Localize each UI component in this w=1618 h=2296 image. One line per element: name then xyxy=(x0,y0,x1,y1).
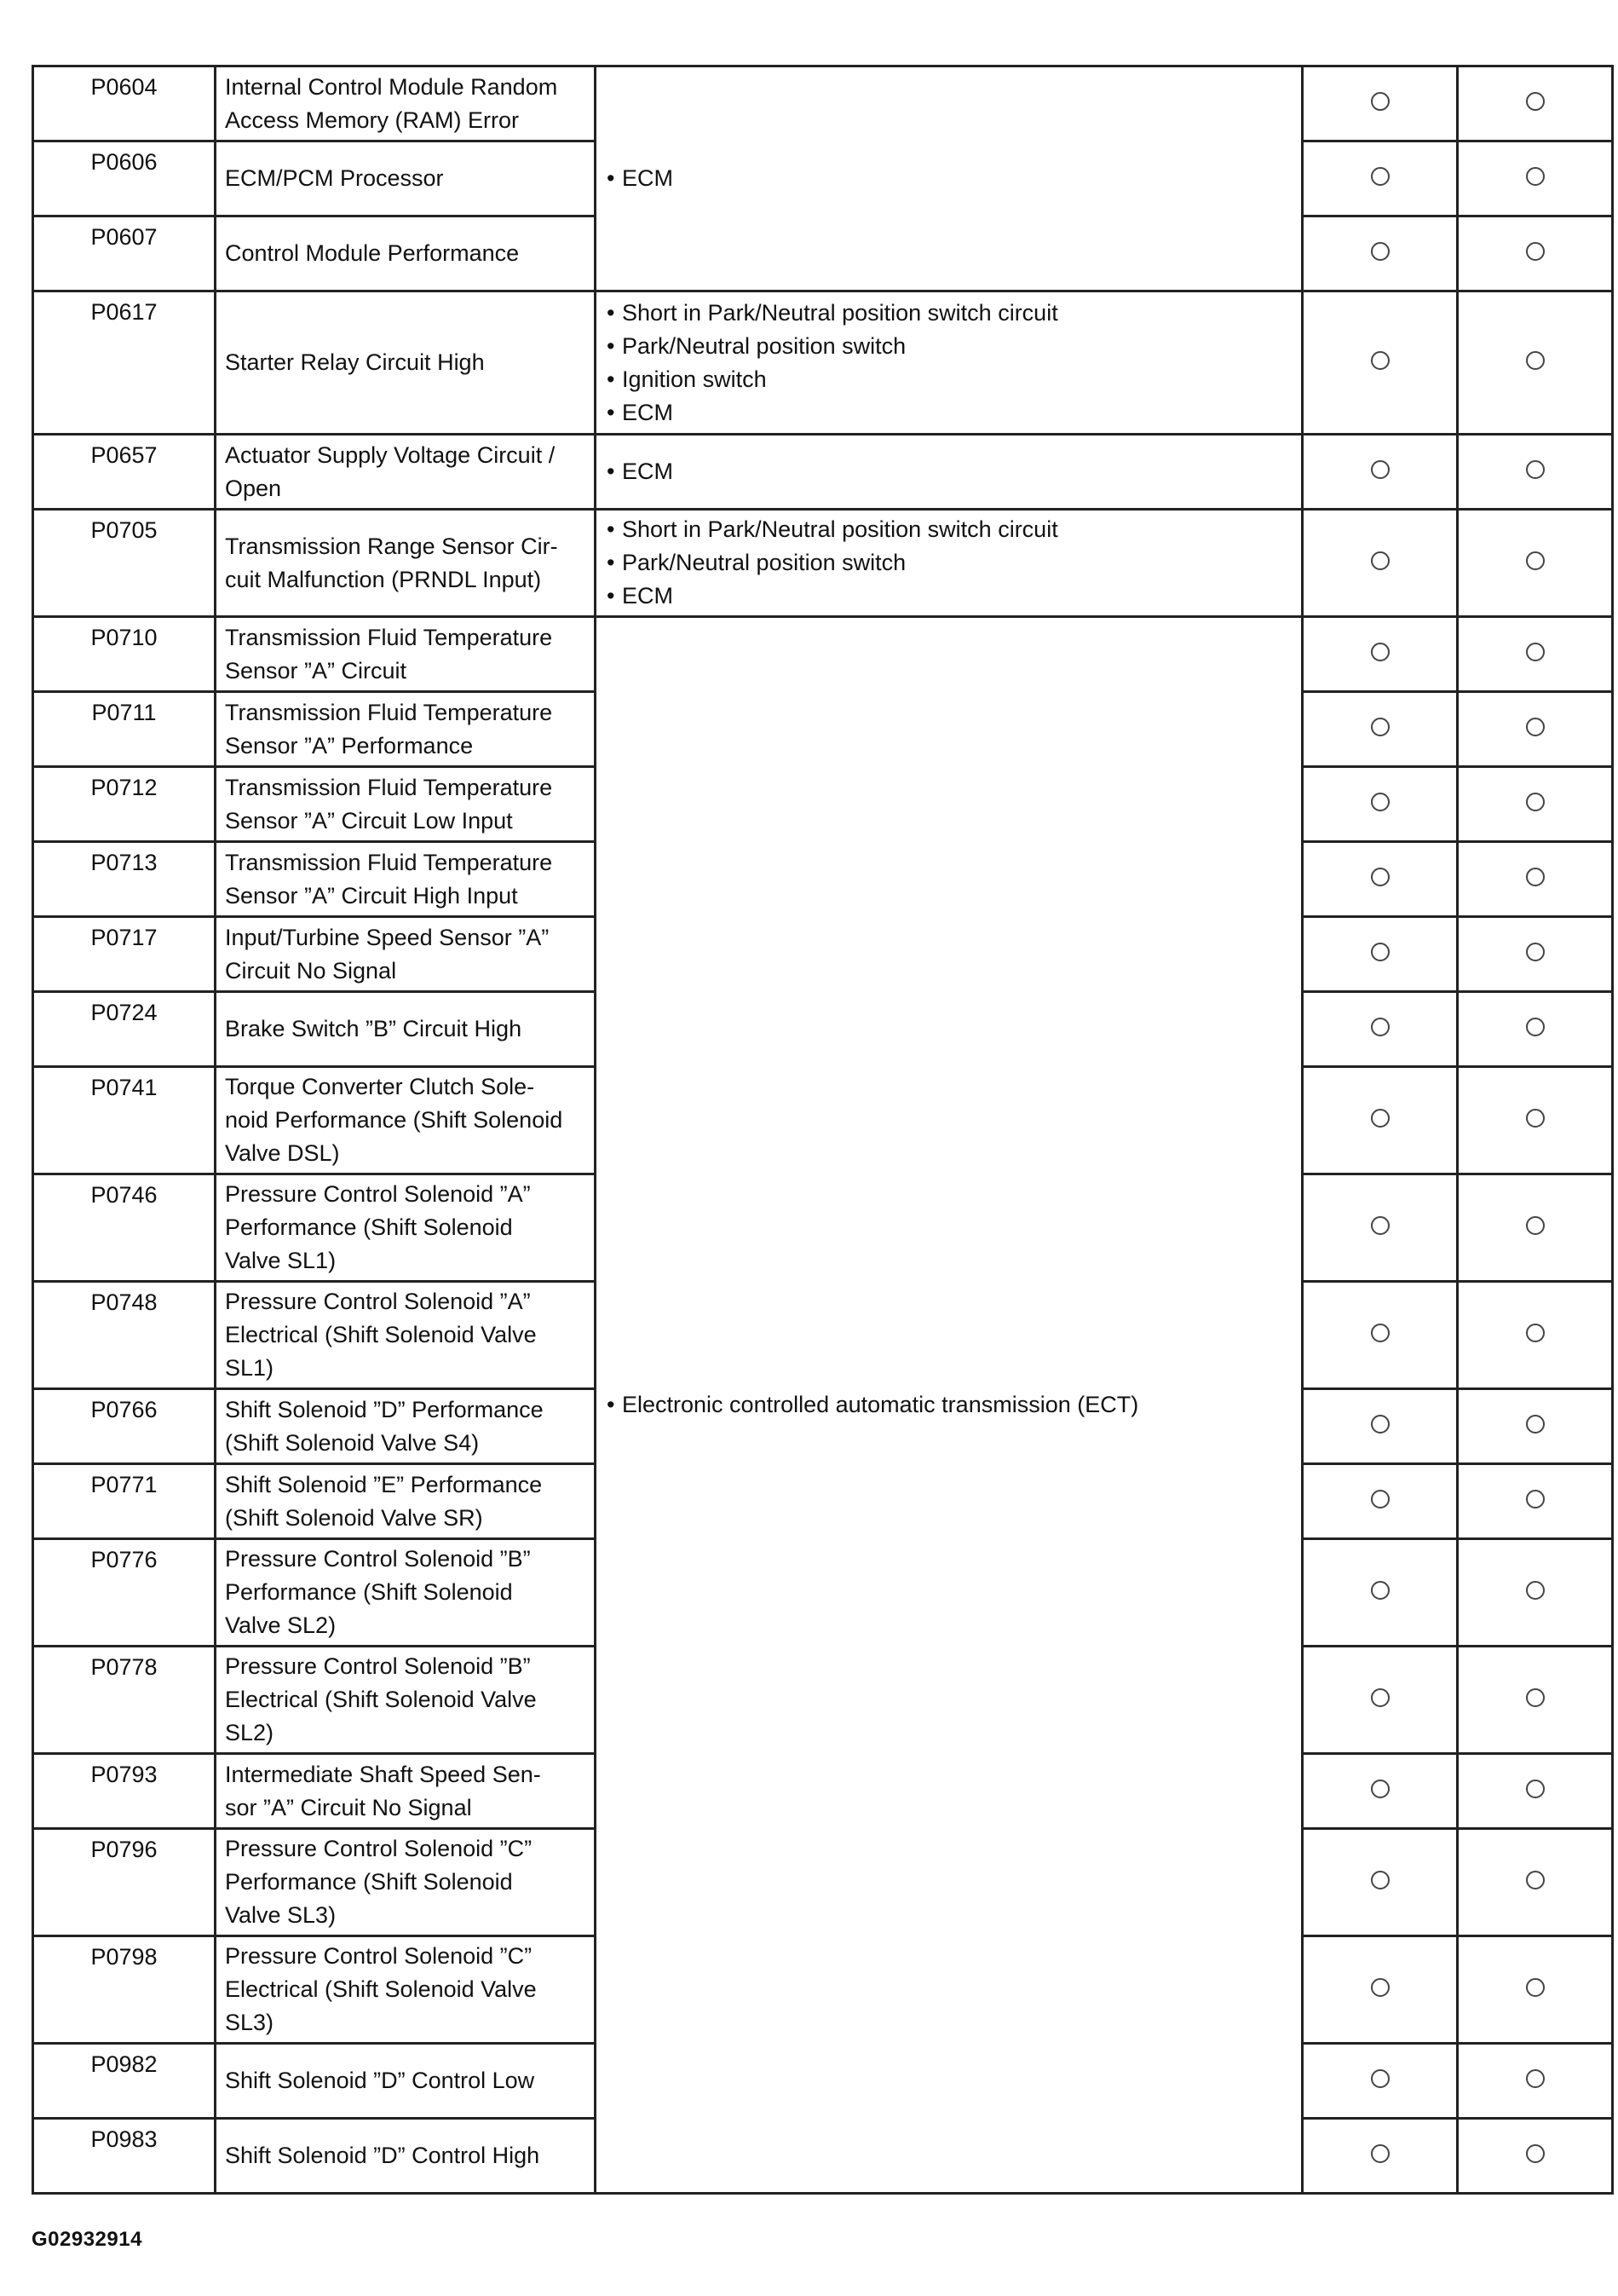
dtc-code: P0710 xyxy=(33,617,216,692)
memory-column-cell xyxy=(1458,1829,1613,1936)
detection-item-text: Pressure Control Solenoid ”A” Electrical (Shift Solenoid Valve SL1) xyxy=(225,1289,537,1381)
detection-item-text: Pressure Control Solenoid ”C” Electrical (Shift Solenoid Valve SL3) xyxy=(225,1943,537,2035)
circle-mark-icon xyxy=(1526,1688,1545,1707)
detection-item xyxy=(216,842,596,917)
memory-column-cell xyxy=(1458,692,1613,767)
circle-mark-icon xyxy=(1371,718,1390,736)
memory-column-cell xyxy=(1458,1067,1613,1174)
circle-mark-icon xyxy=(1526,2069,1545,2088)
table-row xyxy=(33,617,1613,692)
circle-mark-icon xyxy=(1526,943,1545,961)
circle-mark-icon xyxy=(1371,551,1390,570)
circle-mark-icon xyxy=(1526,351,1545,370)
detection-item-text: Shift Solenoid ”E” Performance (Shift Solenoid Valve SR) xyxy=(225,1471,543,1531)
figure-id: G02932914 xyxy=(32,2228,142,2251)
mil-column-cell xyxy=(1303,692,1458,767)
trouble-area-list xyxy=(607,162,1293,195)
detection-item xyxy=(216,2119,596,2194)
circle-mark-icon xyxy=(1371,943,1390,961)
circle-mark-icon xyxy=(1371,1978,1390,1997)
trouble-area-list xyxy=(607,513,1293,613)
circle-mark-icon xyxy=(1526,868,1545,886)
detection-item xyxy=(216,1936,596,2044)
trouble-area-item: • Park/Neutral position switch xyxy=(607,546,1293,580)
memory-column-cell xyxy=(1458,617,1613,692)
circle-mark-icon xyxy=(1371,2069,1390,2088)
circle-mark-icon xyxy=(1526,793,1545,811)
detection-item-text: Intermediate Shaft Speed Sen- sor ”A” Circuit No Signal xyxy=(225,1761,541,1820)
detection-item-text: ECM/PCM Processor xyxy=(225,165,444,191)
detection-item xyxy=(216,216,596,291)
dtc-code: P0746 xyxy=(33,1174,216,1282)
circle-mark-icon xyxy=(1371,1490,1390,1509)
mil-column-cell xyxy=(1303,1936,1458,2044)
circle-mark-icon xyxy=(1371,793,1390,811)
dtc-code: P0748 xyxy=(33,1282,216,1389)
trouble-area xyxy=(596,617,1303,2194)
circle-mark-icon xyxy=(1371,242,1390,261)
memory-column-cell xyxy=(1458,1539,1613,1647)
memory-column-cell xyxy=(1458,2044,1613,2119)
mil-column-cell xyxy=(1303,141,1458,216)
memory-column-cell xyxy=(1458,291,1613,435)
circle-mark-icon xyxy=(1526,242,1545,261)
detection-item-text: Input/Turbine Speed Sensor ”A” Circuit No Signal xyxy=(225,924,550,984)
circle-mark-icon xyxy=(1371,2144,1390,2163)
trouble-area-item: • Electronic controlled automatic transmission (ECT) xyxy=(607,1388,1293,1422)
mil-column-cell xyxy=(1303,2119,1458,2194)
detection-item xyxy=(216,917,596,992)
mil-column-cell xyxy=(1303,1829,1458,1936)
trouble-area-list xyxy=(607,297,1293,430)
circle-mark-icon xyxy=(1526,643,1545,661)
mil-column-cell xyxy=(1303,1647,1458,1754)
mil-column-cell xyxy=(1303,291,1458,435)
dtc-code: P0798 xyxy=(33,1936,216,2044)
detection-item-text: Pressure Control Solenoid ”B” Performance (Shift Solenoid Valve SL2) xyxy=(225,1546,531,1638)
table-row xyxy=(33,510,1613,617)
dtc-code: P0617 xyxy=(33,291,216,435)
circle-mark-icon xyxy=(1371,1871,1390,1889)
memory-column-cell xyxy=(1458,66,1613,141)
mil-column-cell xyxy=(1303,1539,1458,1647)
circle-mark-icon xyxy=(1371,1018,1390,1036)
dtc-code: P0778 xyxy=(33,1647,216,1754)
mil-column-cell xyxy=(1303,767,1458,842)
dtc-code: P0793 xyxy=(33,1754,216,1829)
mil-column-cell xyxy=(1303,842,1458,917)
memory-column-cell xyxy=(1458,1282,1613,1389)
circle-mark-icon xyxy=(1526,92,1545,111)
circle-mark-icon xyxy=(1526,1871,1545,1889)
memory-column-cell xyxy=(1458,2119,1613,2194)
circle-mark-icon xyxy=(1371,1581,1390,1600)
memory-column-cell xyxy=(1458,1936,1613,2044)
circle-mark-icon xyxy=(1526,1018,1545,1036)
circle-mark-icon xyxy=(1526,1216,1545,1235)
memory-column-cell xyxy=(1458,1174,1613,1282)
mil-column-cell xyxy=(1303,2044,1458,2119)
detection-item xyxy=(216,66,596,141)
dtc-code: P0796 xyxy=(33,1829,216,1936)
dtc-code: P0604 xyxy=(33,66,216,141)
memory-column-cell xyxy=(1458,917,1613,992)
circle-mark-icon xyxy=(1526,2144,1545,2163)
circle-mark-icon xyxy=(1371,1688,1390,1707)
mil-column-cell xyxy=(1303,510,1458,617)
detection-item-text: Transmission Fluid Temperature Sensor ”A” Circuit High Input xyxy=(225,849,553,909)
circle-mark-icon xyxy=(1371,1216,1390,1235)
dtc-code: P0607 xyxy=(33,216,216,291)
trouble-area-item: • Park/Neutral position switch xyxy=(607,330,1293,363)
detection-item-text: Transmission Fluid Temperature Sensor ”A” Performance xyxy=(225,699,553,759)
trouble-area-item: • Short in Park/Neutral position switch circuit xyxy=(607,513,1293,546)
circle-mark-icon xyxy=(1526,1978,1545,1997)
detection-item-text: Transmission Fluid Temperature Sensor ”A” Circuit xyxy=(225,624,553,684)
detection-item xyxy=(216,1389,596,1464)
memory-column-cell xyxy=(1458,842,1613,917)
dtc-code: P0766 xyxy=(33,1389,216,1464)
mil-column-cell xyxy=(1303,617,1458,692)
detection-item-text: Pressure Control Solenoid ”C” Performance (Shift Solenoid Valve SL3) xyxy=(225,1836,533,1928)
memory-column-cell xyxy=(1458,1464,1613,1539)
mil-column-cell xyxy=(1303,66,1458,141)
trouble-area xyxy=(596,66,1303,291)
table-row xyxy=(33,66,1613,141)
detection-item-text: Actuator Supply Voltage Circuit / Open xyxy=(225,441,556,501)
table-row xyxy=(33,291,1613,435)
circle-mark-icon xyxy=(1526,1780,1545,1798)
mil-column-cell xyxy=(1303,1754,1458,1829)
detection-item xyxy=(216,1174,596,1282)
memory-column-cell xyxy=(1458,1389,1613,1464)
circle-mark-icon xyxy=(1526,551,1545,570)
circle-mark-icon xyxy=(1371,460,1390,479)
dtc-code: P0983 xyxy=(33,2119,216,2194)
mil-column-cell xyxy=(1303,992,1458,1067)
memory-column-cell xyxy=(1458,510,1613,617)
detection-item xyxy=(216,141,596,216)
mil-column-cell xyxy=(1303,1282,1458,1389)
detection-item-text: Transmission Range Sensor Cir- cuit Malfunction (PRNDL Input) xyxy=(225,533,558,592)
detection-item xyxy=(216,617,596,692)
trouble-area-list xyxy=(607,455,1293,488)
detection-item-text: Pressure Control Solenoid ”A” Performance (Shift Solenoid Valve SL1) xyxy=(225,1181,531,1273)
circle-mark-icon xyxy=(1526,1490,1545,1509)
dtc-code: P0724 xyxy=(33,992,216,1067)
memory-column-cell xyxy=(1458,992,1613,1067)
detection-item xyxy=(216,992,596,1067)
trouble-area-list xyxy=(607,1388,1293,1422)
detection-item-text: Brake Switch ”B” Circuit High xyxy=(225,1016,522,1041)
circle-mark-icon xyxy=(1371,1415,1390,1434)
circle-mark-icon xyxy=(1526,460,1545,479)
mil-column-cell xyxy=(1303,917,1458,992)
mil-column-cell xyxy=(1303,435,1458,510)
detection-item-text: Control Module Performance xyxy=(225,240,520,266)
trouble-area-item: • ECM xyxy=(607,162,1293,195)
circle-mark-icon xyxy=(1371,643,1390,661)
dtc-code: P0711 xyxy=(33,692,216,767)
detection-item xyxy=(216,1647,596,1754)
dtc-code: P0982 xyxy=(33,2044,216,2119)
trouble-area xyxy=(596,510,1303,617)
detection-item-text: Internal Control Module Random Access Memory (RAM) Error xyxy=(225,73,558,133)
circle-mark-icon xyxy=(1371,167,1390,186)
detection-item xyxy=(216,1539,596,1647)
mil-column-cell xyxy=(1303,1174,1458,1282)
trouble-area-item: • Ignition switch xyxy=(607,363,1293,396)
detection-item-text: Pressure Control Solenoid ”B” Electrical (Shift Solenoid Valve SL2) xyxy=(225,1653,537,1745)
dtc-code: P0713 xyxy=(33,842,216,917)
circle-mark-icon xyxy=(1371,1109,1390,1128)
dtc-code: P0741 xyxy=(33,1067,216,1174)
circle-mark-icon xyxy=(1526,167,1545,186)
dtc-code: P0606 xyxy=(33,141,216,216)
mil-column-cell xyxy=(1303,1067,1458,1174)
circle-mark-icon xyxy=(1371,1780,1390,1798)
circle-mark-icon xyxy=(1526,718,1545,736)
trouble-area xyxy=(596,435,1303,510)
mil-column-cell xyxy=(1303,1464,1458,1539)
dtc-code: P0705 xyxy=(33,510,216,617)
detection-item-text: Shift Solenoid ”D” Performance (Shift Solenoid Valve S4) xyxy=(225,1396,544,1456)
detection-item xyxy=(216,510,596,617)
circle-mark-icon xyxy=(1526,1324,1545,1342)
detection-item-text: Torque Converter Clutch Sole- noid Performance (Shift Solenoid Valve DSL) xyxy=(225,1074,563,1166)
trouble-area-item: • ECM xyxy=(607,455,1293,488)
dtc-code: P0657 xyxy=(33,435,216,510)
mil-column-cell xyxy=(1303,216,1458,291)
detection-item xyxy=(216,1829,596,1936)
circle-mark-icon xyxy=(1526,1109,1545,1128)
trouble-area xyxy=(596,291,1303,435)
detection-item-text: Shift Solenoid ”D” Control High xyxy=(225,2143,540,2168)
memory-column-cell xyxy=(1458,767,1613,842)
trouble-area-item: • Short in Park/Neutral position switch circuit xyxy=(607,297,1293,330)
memory-column-cell xyxy=(1458,435,1613,510)
dtc-table xyxy=(32,65,1614,2195)
circle-mark-icon xyxy=(1526,1581,1545,1600)
detection-item xyxy=(216,1754,596,1829)
detection-item xyxy=(216,1067,596,1174)
memory-column-cell xyxy=(1458,1647,1613,1754)
detection-item-text: Shift Solenoid ”D” Control Low xyxy=(225,2068,535,2093)
detection-item xyxy=(216,1282,596,1389)
trouble-area-item: • ECM xyxy=(607,580,1293,613)
dtc-code: P0771 xyxy=(33,1464,216,1539)
dtc-table-body xyxy=(33,66,1613,2194)
circle-mark-icon xyxy=(1526,1415,1545,1434)
memory-column-cell xyxy=(1458,141,1613,216)
mil-column-cell xyxy=(1303,1389,1458,1464)
detection-item xyxy=(216,435,596,510)
circle-mark-icon xyxy=(1371,92,1390,111)
trouble-area-item: • ECM xyxy=(607,396,1293,430)
detection-item xyxy=(216,291,596,435)
detection-item xyxy=(216,767,596,842)
detection-item-text: Transmission Fluid Temperature Sensor ”A” Circuit Low Input xyxy=(225,774,553,834)
memory-column-cell xyxy=(1458,1754,1613,1829)
dtc-code: P0717 xyxy=(33,917,216,992)
detection-item-text: Starter Relay Circuit High xyxy=(225,349,485,375)
detection-item xyxy=(216,2044,596,2119)
detection-item xyxy=(216,692,596,767)
circle-mark-icon xyxy=(1371,868,1390,886)
dtc-code: P0776 xyxy=(33,1539,216,1647)
circle-mark-icon xyxy=(1371,351,1390,370)
circle-mark-icon xyxy=(1371,1324,1390,1342)
detection-item xyxy=(216,1464,596,1539)
dtc-code: P0712 xyxy=(33,767,216,842)
table-row xyxy=(33,435,1613,510)
memory-column-cell xyxy=(1458,216,1613,291)
